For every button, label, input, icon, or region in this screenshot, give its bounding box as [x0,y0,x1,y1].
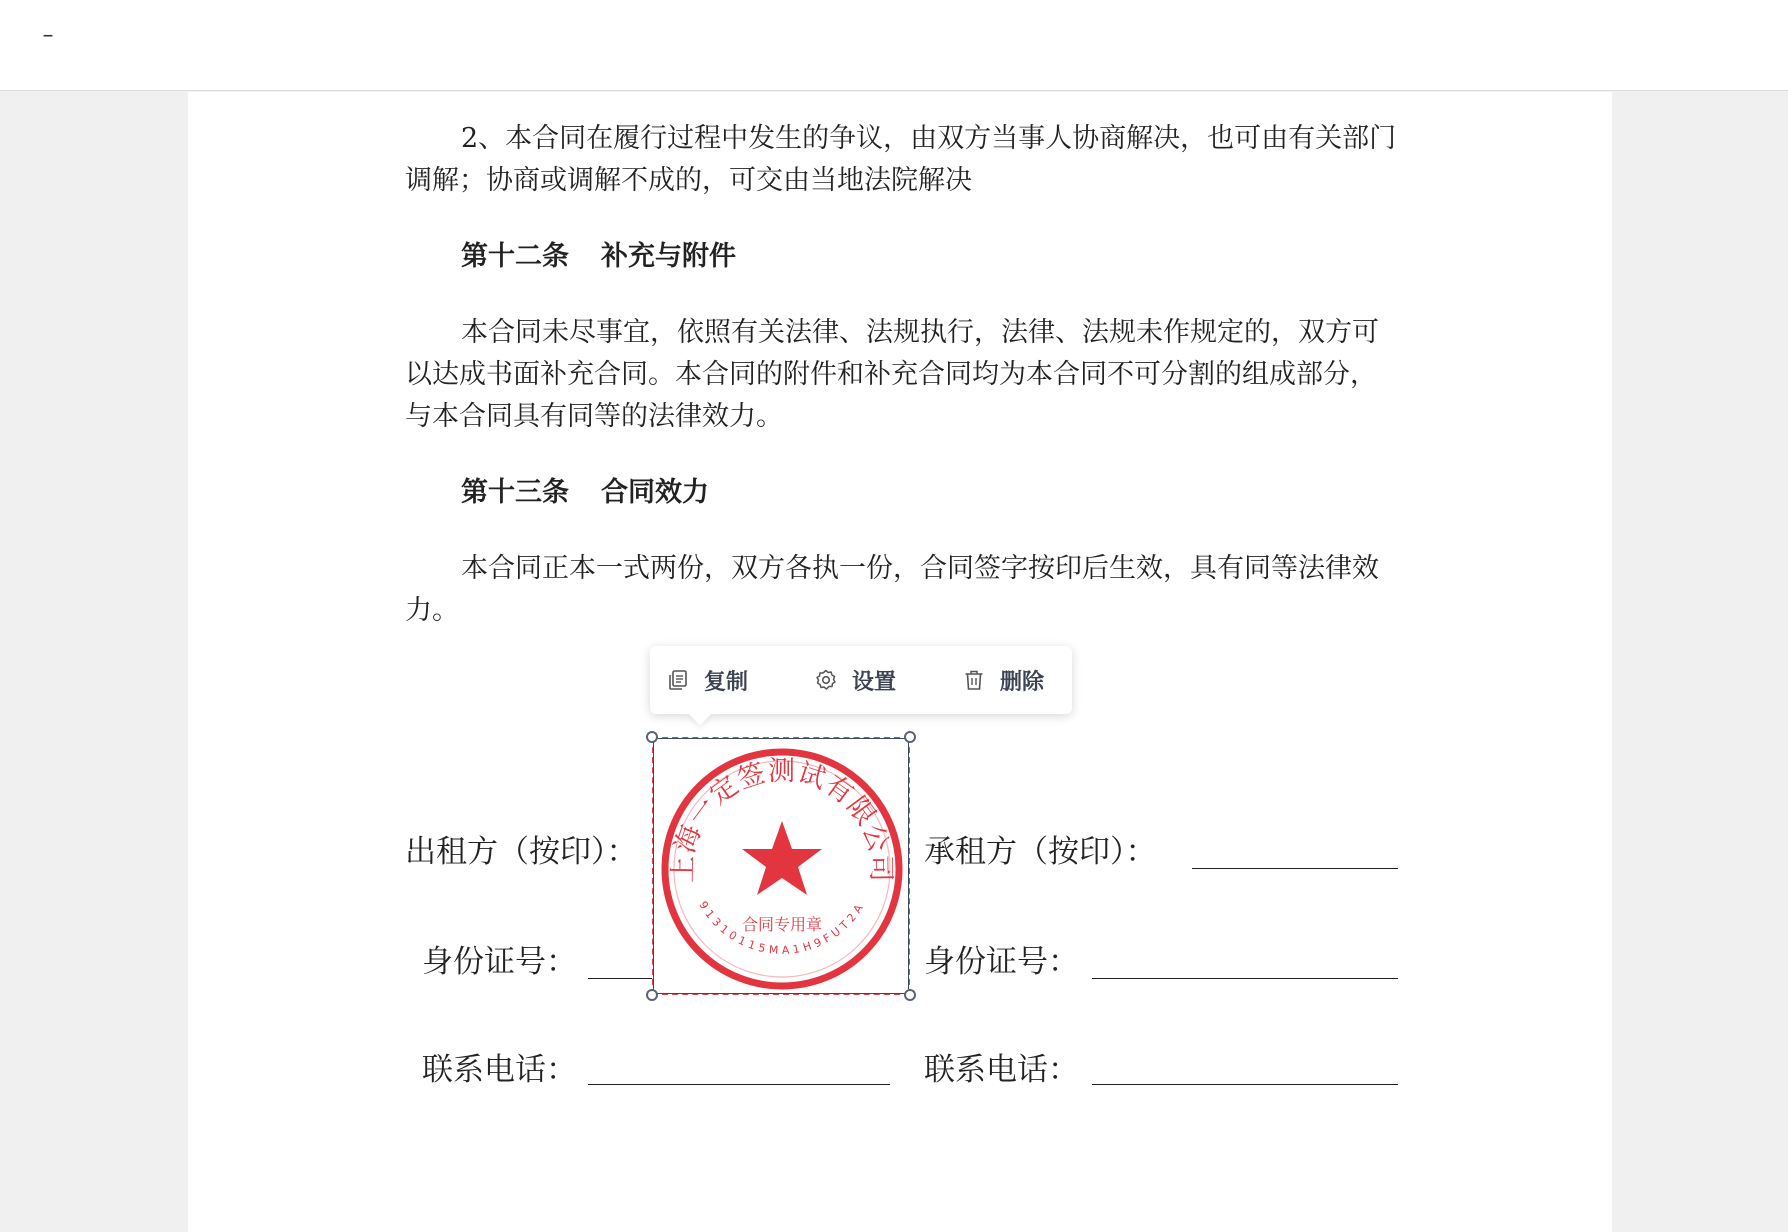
lessor-id-line[interactable] [588,978,654,979]
selection-frame-inner [653,738,909,994]
lessor-phone-label: 联系电话： [422,1052,577,1088]
delete-button[interactable] [962,646,1044,714]
article-13-number: 第十三条 [461,477,569,508]
paragraph-dispute-resolution: 2、本合同在履行过程中发生的争议，由双方当事人协商解决，也可由有关部门调解；协商或调解不成的，可交由当地法院解决 [405,123,1397,196]
article-12-number: 第十二条 [461,241,569,272]
copy-icon [666,668,690,692]
article-13-heading [461,472,709,514]
copy-button[interactable] [666,646,748,714]
resize-handle-bottom-right[interactable] [904,989,916,1001]
settings-button[interactable] [814,646,896,714]
window-titlebar [0,0,1788,91]
lessor-id-label: 身份证号： [422,944,577,980]
lessee-id-label: 身份证号： [924,944,1079,980]
paragraph-supplement: 本合同未尽事宜，依照有关法律、法规执行，法律、法规未作规定的，双方可以达成书面补充合同。本合同的附件和补充合同均为本合同不可分割的组成部分，与本合同具有同等的法律效力。 [405,317,1379,432]
stamp-toolbar [650,646,1072,714]
article-12-heading [461,236,736,278]
paragraph-effectiveness: 本合同正本一式两份，双方各执一份，合同签字按印后生效，具有同等法律效力。 [405,553,1379,626]
lessee-signature-line[interactable] [1192,868,1398,869]
copy-label: 复制 [704,669,749,695]
lessee-id-line[interactable] [1092,978,1398,979]
resize-handle-top-left[interactable] [646,731,658,743]
seal-company-name: 上海一定签测试有限公司 [667,756,897,884]
trash-icon [962,668,986,692]
delete-label: 删除 [1000,669,1045,695]
resize-handle-bottom-left[interactable] [646,989,658,1001]
lessor-phone-line[interactable] [588,1084,890,1085]
article-13-title: 合同效力 [601,477,709,508]
settings-label: 设置 [852,669,897,695]
resize-handle-top-right[interactable] [904,731,916,743]
lessee-phone-line[interactable] [1092,1084,1398,1085]
seal-purpose: 合同专用章 [741,915,823,934]
lessee-label: 承租方（按印）： [924,834,1157,870]
article-12-title: 补充与附件 [601,241,736,272]
gear-icon [814,668,838,692]
lessee-phone-label: 联系电话： [924,1052,1079,1088]
seal-code: 91310115MA1H9FUT2A [696,898,868,958]
minimize-button[interactable]: – [42,23,54,48]
lessor-label: 出租方（按印）： [405,834,638,870]
